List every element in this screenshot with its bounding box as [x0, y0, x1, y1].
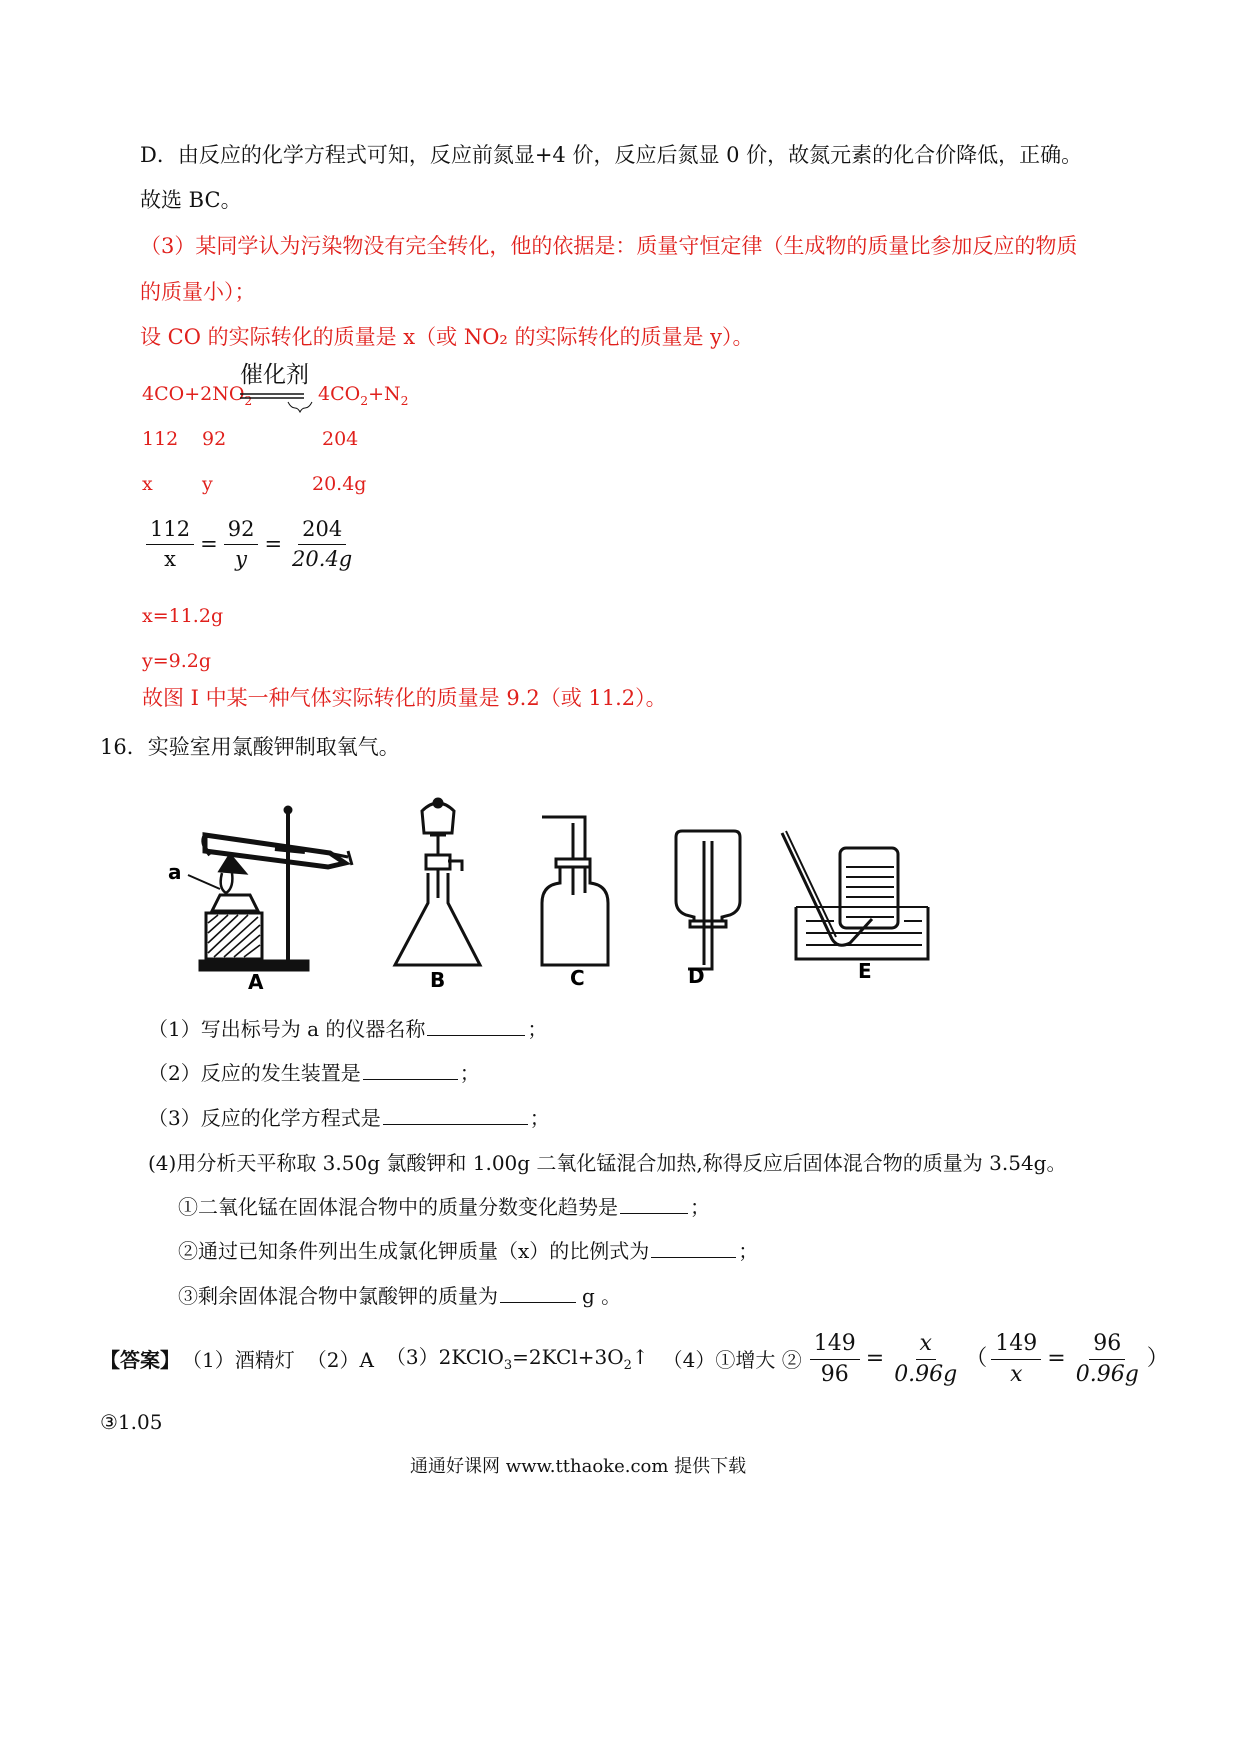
answer-4: （4）①增大 ②	[662, 1347, 802, 1372]
mass-no2: 92	[202, 428, 227, 450]
q16-2: （2）反应的发生装置是 ；	[148, 1061, 480, 1085]
ratio-fraction-2: $\frac{92}{y}$	[224, 518, 259, 571]
answer-frac-1b: $\frac{x}{0.96g}$	[894, 1331, 958, 1388]
apparatus-d	[676, 831, 740, 969]
q16-3: （3）反应的化学方程式是 ；	[148, 1106, 550, 1130]
apparatus-c	[542, 817, 608, 965]
answer-frac-1a: $\frac{149}{96}$	[810, 1332, 860, 1387]
q3-explanation-line1: （3）某同学认为污染物没有完全转化，他的依据是：质量守恒定律（生成物的质量比参加反应的物质	[140, 234, 1078, 258]
answer-frac-2a: $\frac{149}{x}$	[991, 1332, 1041, 1387]
q16-title: 16．实验室用氯酸钾制取氧气。	[100, 735, 400, 759]
reaction-arrow-lines	[238, 390, 318, 420]
q16-4-1: ①二氧化锰在固体混合物中的质量分数变化趋势是 ；	[178, 1195, 710, 1219]
q16-3-blank[interactable]	[383, 1106, 528, 1125]
q16-4-2-blank[interactable]	[651, 1239, 736, 1258]
label-a: a	[168, 860, 182, 884]
q16-1-blank[interactable]	[427, 1017, 525, 1036]
q16-4-2: ②通过已知条件列出生成氯化钾质量（x）的比例式为 ；	[178, 1239, 759, 1263]
mass-co: 112	[142, 428, 179, 450]
answer-label: 【答案】	[100, 1347, 180, 1372]
equation-left: 4CO+2NO	[142, 383, 245, 405]
apparatus-a	[188, 807, 352, 970]
equation-right: $4CO_2+N_2$	[318, 383, 409, 408]
label-A: A	[248, 970, 264, 993]
catalyst-label: 催化剂	[240, 362, 309, 388]
choice-text: 故选 BC。	[140, 188, 242, 212]
label-D: D	[688, 964, 705, 988]
q16-4: (4)用分析天平称取 3.50g 氯酸钾和 1.00g 二氧化锰混合加热,称得反应后固体混合物的质量为 3.54g。	[148, 1151, 1067, 1175]
q16-2-blank[interactable]	[363, 1061, 458, 1080]
answer-line: 【答案】 （1）酒精灯 （2）A $(3)2KClO_3=2KCl+3O_2↑$ （4）①增大 ② $\frac{149}{96}$ = $\frac{x}{0.96g}$ （ $\frac{149}{x}$ = $\frac{96}{0.96g}$ ）	[100, 1331, 1169, 1388]
q16-4-3-blank[interactable]	[500, 1284, 576, 1303]
q16-1: （1）写出标号为 a 的仪器名称 ；	[148, 1017, 548, 1041]
q16-4-1-blank[interactable]	[620, 1195, 688, 1214]
ratio-equation: $\frac{112}{x}$ = $\frac{92}{y}$ = $\frac{204}{20.4g}$	[142, 518, 360, 571]
option-d-text: D．由反应的化学方程式可知，反应前氮显+4 价，反应后氮显 0 价，故氮元素的化合价降低，正确。	[140, 143, 1083, 167]
q16-4-3: ③剩余固体混合物中氯酸钾的质量为 g 。	[178, 1284, 622, 1308]
chemical-equation	[142, 383, 252, 409]
equation-left-sub: 2	[244, 393, 253, 408]
result-x: x=11.2g	[142, 605, 224, 627]
label-C: C	[570, 966, 585, 990]
conclusion-text: 故图 I 中某一种气体实际转化的质量是 9.2（或 11.2）。	[142, 686, 667, 710]
ratio-fraction-3: $\frac{204}{20.4g}$	[292, 517, 353, 572]
answer-3: $(3)2KClO_3=2KCl+3O_2↑$	[385, 1345, 649, 1374]
mass-n2: 204	[322, 428, 359, 450]
unknown-y: y	[202, 473, 213, 495]
q3-explanation-line2: 的质量小）；	[140, 280, 256, 304]
known-mass: 20.4g	[312, 473, 367, 495]
label-E: E	[858, 959, 872, 983]
answer-4-3: ③1.05	[100, 1410, 163, 1434]
apparatus-b	[395, 799, 480, 965]
answer-2: （2）A	[306, 1347, 374, 1372]
unknown-x: x	[142, 473, 153, 495]
apparatus-figure	[160, 793, 980, 993]
result-y: y=9.2g	[142, 650, 212, 672]
ratio-fraction-1: $\frac{112}{x}$	[146, 518, 194, 571]
answer-1: （1）酒精灯	[182, 1347, 295, 1372]
answer-frac-2b: $\frac{96}{0.96g}$	[1075, 1331, 1139, 1388]
label-B: B	[430, 968, 446, 992]
page-footer: 通通好课网 www.tthaoke.com 提供下载	[410, 1456, 747, 1477]
assume-text: 设 CO 的实际转化的质量是 x（或 NO₂ 的实际转化的质量是 y）。	[140, 325, 754, 349]
apparatus-e	[782, 831, 928, 959]
